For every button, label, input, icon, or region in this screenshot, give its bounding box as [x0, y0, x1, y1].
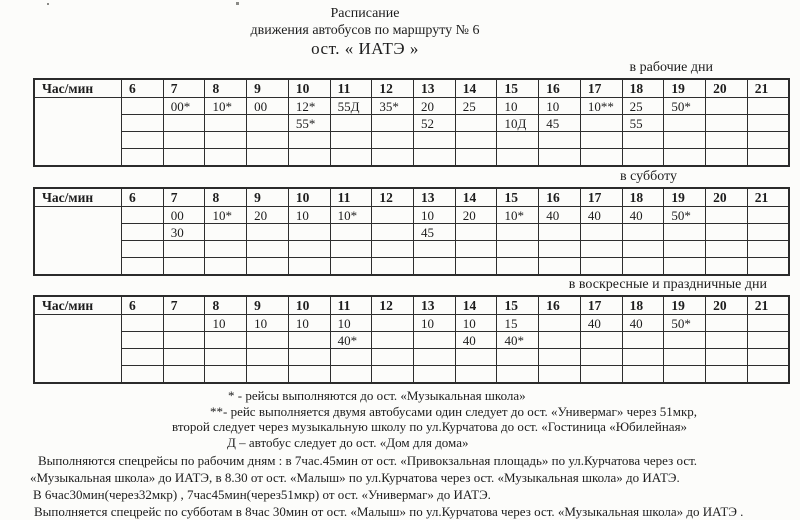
hour-column-header: 19: [664, 296, 706, 315]
minute-cell: 10: [288, 315, 330, 332]
minute-cell: [288, 366, 330, 384]
schedule-row: [34, 366, 789, 384]
minute-cell: [747, 115, 789, 132]
minute-cell: [330, 115, 372, 132]
hour-column-header: 7: [163, 79, 205, 98]
minute-cell: [330, 132, 372, 149]
minute-cell: 40*: [497, 332, 539, 349]
minute-cell: [330, 349, 372, 366]
minute-cell: [288, 149, 330, 167]
hour-column-header: 7: [163, 296, 205, 315]
minute-cell: 55*: [288, 115, 330, 132]
minute-cell: [580, 241, 622, 258]
minute-cell: 20: [455, 207, 497, 224]
minute-cell: [580, 224, 622, 241]
minute-cell: 25: [622, 98, 664, 115]
minute-cell: [372, 332, 414, 349]
minute-cell: 50*: [664, 98, 706, 115]
minute-cell: [205, 224, 247, 241]
hour-minute-corner-label: Час/мин: [34, 296, 122, 315]
minute-cell: [205, 149, 247, 167]
minute-cell: 40: [580, 207, 622, 224]
minute-cell: [706, 241, 748, 258]
hour-column-header: 14: [455, 188, 497, 207]
hour-column-header: 13: [414, 296, 456, 315]
minute-cell: [163, 149, 205, 167]
minute-cell: [372, 315, 414, 332]
minute-cell: 52: [414, 115, 456, 132]
minute-cell: 10: [288, 207, 330, 224]
minute-cell: [622, 132, 664, 149]
schedule-table-workdays: [33, 78, 790, 167]
hour-column-header: 10: [288, 296, 330, 315]
hour-column-header: 17: [580, 188, 622, 207]
minute-cell: [163, 132, 205, 149]
hour-column-header: 9: [247, 188, 289, 207]
minute-cell: [497, 149, 539, 167]
minute-cell: 10: [414, 315, 456, 332]
hour-column-header: 7: [163, 188, 205, 207]
title-stop-name: ост. « ИАТЭ »: [311, 39, 419, 58]
minute-cell: 45: [414, 224, 456, 241]
minute-cell: 20: [247, 207, 289, 224]
minute-cell: [706, 98, 748, 115]
minute-cell: [455, 115, 497, 132]
minute-cell: 10: [455, 315, 497, 332]
minute-cell: 10: [497, 98, 539, 115]
minute-cell: [580, 366, 622, 384]
schedule-row: [34, 98, 789, 115]
hour-column-header: 21: [747, 188, 789, 207]
special-trips-note-line-2: «Музыкальная школа» до ИАТЭ, в 8.30 от ост. «Малыш» по ул.Курчатова через ост. «Музыкальная школа» до ИАТЭ.: [30, 470, 680, 485]
hours-header-row: [34, 188, 789, 207]
minute-cell: 55: [622, 115, 664, 132]
minute-cell: 50*: [664, 315, 706, 332]
minute-cell: [706, 115, 748, 132]
minute-cell: [414, 332, 456, 349]
minute-cell: [539, 241, 581, 258]
hour-column-header: 16: [539, 188, 581, 207]
minute-cell: [539, 132, 581, 149]
footnote-single-asterisk: * - рейсы выполняются до ост. «Музыкальная школа»: [228, 388, 526, 403]
day-label-workdays: в рабочие дни: [629, 60, 713, 75]
minute-cell: 10*: [497, 207, 539, 224]
scan-artifact-speck: [236, 2, 239, 5]
minute-cell: [747, 315, 789, 332]
minute-cell: [122, 349, 164, 366]
minute-cell: [747, 207, 789, 224]
minute-cell: [122, 149, 164, 167]
minute-cell: [580, 149, 622, 167]
minute-cell: [205, 332, 247, 349]
hour-column-header: 12: [372, 296, 414, 315]
minute-cell: [664, 224, 706, 241]
minute-cell: [539, 366, 581, 384]
hour-column-header: 11: [330, 188, 372, 207]
minute-cell: [372, 207, 414, 224]
minute-cell: [497, 224, 539, 241]
minute-cell: 50*: [664, 207, 706, 224]
special-trips-note-line-4: Выполняется спецрейс по субботам в 8час 30мин от ост. «Малыш» по ул.Курчатова через ост. «Музыкальная школа» до ИАТЭ .: [34, 504, 744, 519]
minute-cell: [414, 241, 456, 258]
minute-cell: [163, 241, 205, 258]
minute-cell: [747, 149, 789, 167]
hour-column-header: 6: [122, 296, 164, 315]
minute-cell: [455, 241, 497, 258]
minute-cell: [747, 366, 789, 384]
minute-cell: [372, 115, 414, 132]
hour-minute-corner-label: Час/мин: [34, 79, 122, 98]
day-label-sundays-holidays: в воскресные и праздничные дни: [568, 277, 767, 292]
minute-cell: [163, 315, 205, 332]
minute-cell: [706, 349, 748, 366]
hour-column-header: 17: [580, 296, 622, 315]
hour-column-header: 13: [414, 188, 456, 207]
minute-cell: [747, 98, 789, 115]
minute-cell: [497, 258, 539, 276]
minute-cell: 30: [163, 224, 205, 241]
schedule-row: [34, 132, 789, 149]
minute-cell: 10*: [330, 207, 372, 224]
hour-column-header: 13: [414, 79, 456, 98]
minute-cell: [414, 132, 456, 149]
hours-header-row: [34, 296, 789, 315]
title-line-1: Расписание: [330, 6, 400, 21]
minute-cell: [455, 258, 497, 276]
minute-cell: 10: [539, 98, 581, 115]
minute-cell: 10*: [205, 98, 247, 115]
hour-label-spacer-cell: [34, 315, 122, 384]
minute-cell: [580, 115, 622, 132]
minute-cell: [539, 315, 581, 332]
minute-cell: [497, 366, 539, 384]
minute-cell: [247, 258, 289, 276]
hour-column-header: 15: [497, 188, 539, 207]
hours-header-row: [34, 79, 789, 98]
minute-cell: [163, 349, 205, 366]
minute-cell: 40: [622, 207, 664, 224]
hour-column-header: 8: [205, 296, 247, 315]
minute-cell: 10: [247, 315, 289, 332]
minute-cell: [664, 132, 706, 149]
schedule-row: [34, 241, 789, 258]
minute-cell: [163, 366, 205, 384]
minute-cell: 12*: [288, 98, 330, 115]
minute-cell: [622, 332, 664, 349]
minute-cell: [288, 258, 330, 276]
hour-column-header: 12: [372, 79, 414, 98]
hour-column-header: 10: [288, 188, 330, 207]
minute-cell: [414, 349, 456, 366]
minute-cell: [163, 258, 205, 276]
minute-cell: [664, 149, 706, 167]
minute-cell: 15: [497, 315, 539, 332]
minute-cell: [372, 366, 414, 384]
special-trips-notes-block: [0, 452, 800, 520]
minute-cell: [747, 224, 789, 241]
document-title: [0, 0, 730, 58]
hour-column-header: 14: [455, 296, 497, 315]
minute-cell: 25: [455, 98, 497, 115]
schedule-row: [34, 149, 789, 167]
hour-column-header: 19: [664, 79, 706, 98]
hour-column-header: 20: [706, 296, 748, 315]
footnotes-block: [0, 388, 800, 450]
minute-cell: [622, 349, 664, 366]
minute-cell: [122, 332, 164, 349]
footnote-letter-d: Д – автобус следует до ост. «Дом для дома»: [227, 434, 469, 450]
minute-cell: [414, 258, 456, 276]
minute-cell: [664, 366, 706, 384]
minute-cell: [330, 241, 372, 258]
minute-cell: [122, 132, 164, 149]
schedule-row: [34, 115, 789, 132]
minute-cell: [706, 149, 748, 167]
minute-cell: [288, 349, 330, 366]
minute-cell: [455, 132, 497, 149]
schedule-row: [34, 258, 789, 276]
hour-column-header: 17: [580, 79, 622, 98]
minute-cell: [539, 224, 581, 241]
minute-cell: [747, 241, 789, 258]
minute-cell: [664, 258, 706, 276]
hour-column-header: 15: [497, 79, 539, 98]
hour-column-header: 9: [247, 296, 289, 315]
schedule-row: [34, 349, 789, 366]
hour-column-header: 21: [747, 296, 789, 315]
minute-cell: 40: [539, 207, 581, 224]
hour-minute-corner-label: Час/мин: [34, 188, 122, 207]
minute-cell: 40: [455, 332, 497, 349]
minute-cell: [372, 224, 414, 241]
minute-cell: [706, 224, 748, 241]
minute-cell: 10*: [205, 207, 247, 224]
hour-column-header: 18: [622, 296, 664, 315]
hour-column-header: 18: [622, 188, 664, 207]
minute-cell: 10Д: [497, 115, 539, 132]
minute-cell: [372, 132, 414, 149]
hour-column-header: 6: [122, 79, 164, 98]
minute-cell: [372, 258, 414, 276]
minute-cell: [706, 258, 748, 276]
hour-column-header: 12: [372, 188, 414, 207]
minute-cell: [372, 349, 414, 366]
minute-cell: [622, 224, 664, 241]
minute-cell: [622, 241, 664, 258]
minute-cell: [664, 241, 706, 258]
minute-cell: 10**: [580, 98, 622, 115]
minute-cell: [664, 332, 706, 349]
minute-cell: [747, 349, 789, 366]
minute-cell: [205, 366, 247, 384]
minute-cell: [414, 366, 456, 384]
minute-cell: [122, 366, 164, 384]
minute-cell: [414, 149, 456, 167]
minute-cell: 00*: [163, 98, 205, 115]
schedule-row: [34, 224, 789, 241]
minute-cell: [122, 224, 164, 241]
minute-cell: [205, 132, 247, 149]
minute-cell: 00: [247, 98, 289, 115]
hour-column-header: 16: [539, 296, 581, 315]
hour-column-header: 20: [706, 79, 748, 98]
minute-cell: 40: [622, 315, 664, 332]
minute-cell: [247, 332, 289, 349]
minute-cell: [539, 349, 581, 366]
hour-column-header: 6: [122, 188, 164, 207]
hour-column-header: 10: [288, 79, 330, 98]
minute-cell: [622, 366, 664, 384]
hour-label-spacer-cell: [34, 98, 122, 167]
hour-column-header: 14: [455, 79, 497, 98]
minute-cell: 35*: [372, 98, 414, 115]
minute-cell: [122, 241, 164, 258]
special-trips-note-line-1: Выполняются спецрейсы по рабочим дням : в 7час.45мин от ост. «Привокзальная площадь» по ул.Курчатова через ост.: [38, 453, 698, 468]
hour-label-spacer-cell: [34, 207, 122, 276]
minute-cell: 10: [414, 207, 456, 224]
minute-cell: [205, 349, 247, 366]
minute-cell: [122, 98, 164, 115]
schedule-row: [34, 315, 789, 332]
minute-cell: [247, 115, 289, 132]
hour-column-header: 19: [664, 188, 706, 207]
minute-cell: [747, 258, 789, 276]
minute-cell: [664, 115, 706, 132]
minute-cell: [288, 224, 330, 241]
minute-cell: [497, 241, 539, 258]
minute-cell: [747, 332, 789, 349]
hour-column-header: 15: [497, 296, 539, 315]
day-label-saturday: в субботу: [620, 169, 677, 184]
minute-cell: 40: [580, 315, 622, 332]
minute-cell: [122, 315, 164, 332]
hour-column-header: 8: [205, 79, 247, 98]
minute-cell: [205, 115, 247, 132]
footnote-double-asterisk: **- рейс выполняется двумя автобусами один следует до ост. «Универмаг» через 51мкр,: [210, 403, 698, 419]
minute-cell: [706, 332, 748, 349]
minute-cell: [497, 132, 539, 149]
minute-cell: [747, 132, 789, 149]
minute-cell: [122, 207, 164, 224]
minute-cell: [455, 366, 497, 384]
minute-cell: [288, 332, 330, 349]
minute-cell: [580, 349, 622, 366]
minute-cell: [580, 258, 622, 276]
minute-cell: [622, 149, 664, 167]
minute-cell: [455, 349, 497, 366]
minute-cell: [580, 132, 622, 149]
minute-cell: [372, 149, 414, 167]
minute-cell: [205, 241, 247, 258]
minute-cell: [247, 149, 289, 167]
hour-column-header: 8: [205, 188, 247, 207]
minute-cell: [163, 332, 205, 349]
minute-cell: [580, 332, 622, 349]
minute-cell: [539, 258, 581, 276]
minute-cell: [330, 258, 372, 276]
minute-cell: [539, 149, 581, 167]
minute-cell: [455, 149, 497, 167]
minute-cell: [330, 224, 372, 241]
minute-cell: [330, 366, 372, 384]
hour-column-header: 11: [330, 296, 372, 315]
minute-cell: 10: [330, 315, 372, 332]
scan-artifact-speck: [47, 3, 49, 5]
minute-cell: [122, 115, 164, 132]
minute-cell: [288, 132, 330, 149]
minute-cell: [706, 132, 748, 149]
minute-cell: [455, 224, 497, 241]
minute-cell: 45: [539, 115, 581, 132]
hour-column-header: 21: [747, 79, 789, 98]
minute-cell: [247, 349, 289, 366]
title-line-2: движения автобусов по маршруту № 6: [250, 23, 480, 38]
minute-cell: 40*: [330, 332, 372, 349]
hour-column-header: 11: [330, 79, 372, 98]
schedule-table-saturday: [33, 187, 790, 276]
footnote-double-asterisk-continued: второй следует через музыкальную школу по ул.Курчатова до ост. «Гостиница «Юбилейная»: [172, 419, 688, 434]
hour-column-header: 16: [539, 79, 581, 98]
minute-cell: [706, 366, 748, 384]
schedule-table-sundays-holidays: [33, 295, 790, 384]
minute-cell: 00: [163, 207, 205, 224]
minute-cell: [539, 332, 581, 349]
minute-cell: [247, 132, 289, 149]
minute-cell: [497, 349, 539, 366]
minute-cell: [664, 349, 706, 366]
special-trips-note-line-3: В 6час30мин(через32мкр) , 7час45мин(через51мкр) от ост. «Универмаг» до ИАТЭ.: [33, 487, 491, 502]
minute-cell: [330, 149, 372, 167]
minute-cell: [122, 258, 164, 276]
minute-cell: [372, 241, 414, 258]
hour-column-header: 18: [622, 79, 664, 98]
minute-cell: 10: [205, 315, 247, 332]
minute-cell: [706, 207, 748, 224]
minute-cell: [247, 366, 289, 384]
minute-cell: 20: [414, 98, 456, 115]
hour-column-header: 9: [247, 79, 289, 98]
hour-column-header: 20: [706, 188, 748, 207]
minute-cell: [622, 258, 664, 276]
schedule-row: [34, 207, 789, 224]
minute-cell: 55Д: [330, 98, 372, 115]
minute-cell: [205, 258, 247, 276]
schedule-row: [34, 332, 789, 349]
minute-cell: [163, 115, 205, 132]
minute-cell: [706, 315, 748, 332]
minute-cell: [247, 241, 289, 258]
minute-cell: [288, 241, 330, 258]
minute-cell: [247, 224, 289, 241]
